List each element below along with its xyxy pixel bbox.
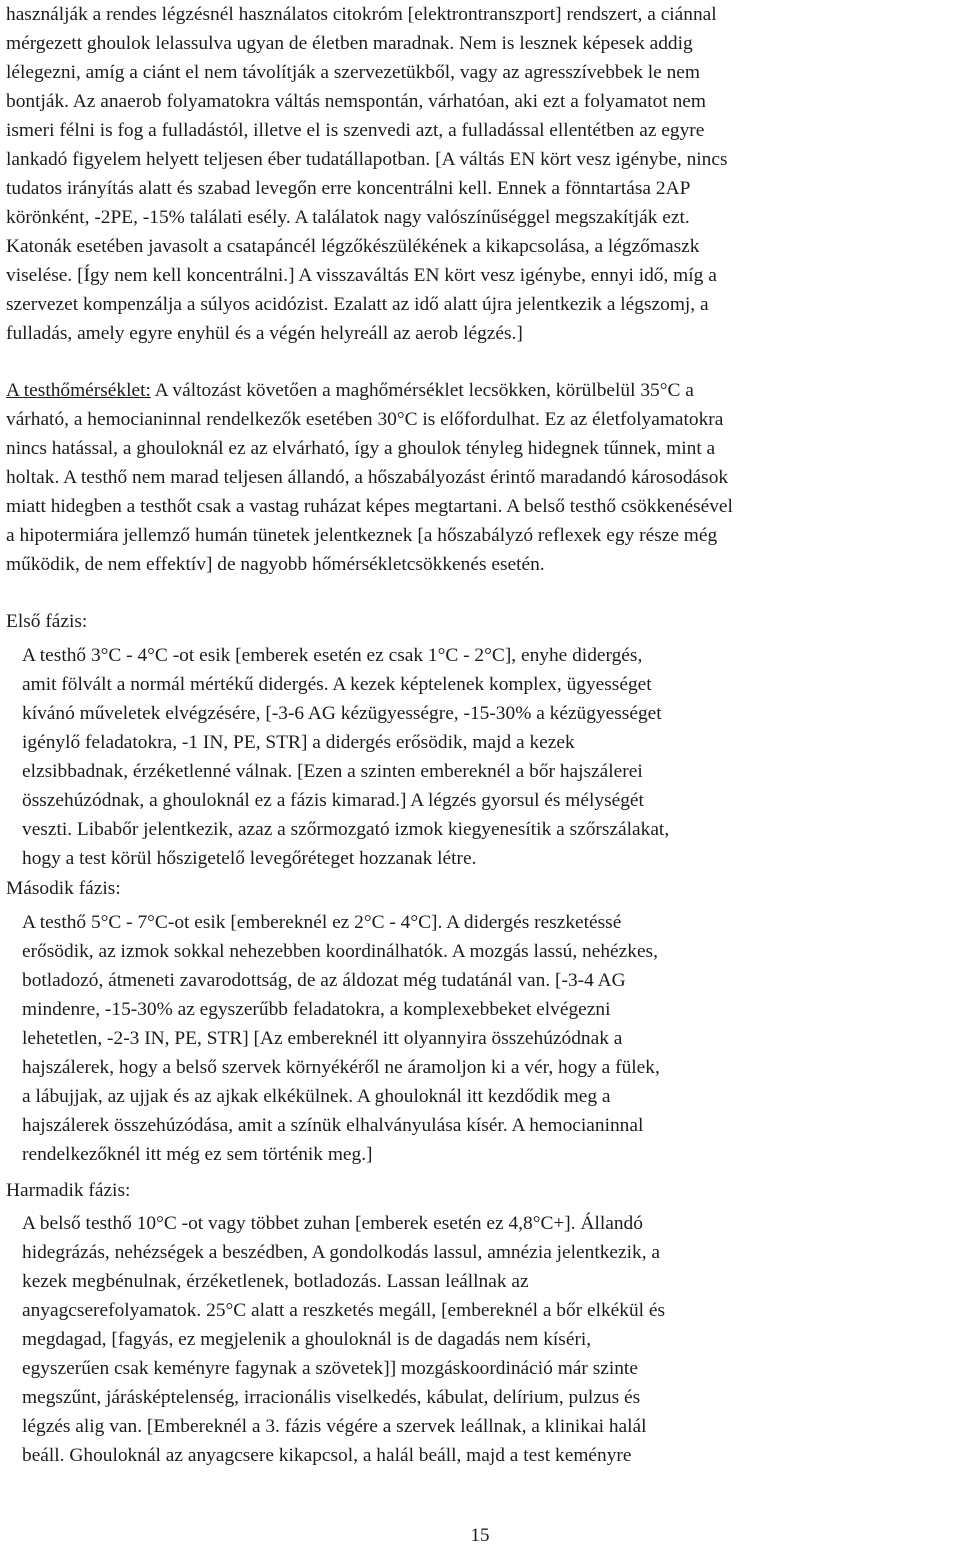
text-line: bontják. Az anaerob folyamatokra váltás nemspontán, várhatóan, aki ezt a folyamatot nem	[6, 91, 706, 112]
text-line: hogy a test körül hőszigetelő levegőréteget hozzanak létre.	[22, 848, 477, 869]
text-line: lélegezni, amíg a ciánt el nem távolítják a szervezetükből, vagy az agresszívebbek le nem	[6, 62, 700, 83]
phase-1-section	[6, 607, 950, 636]
text-line: hidegrázás, nehézségek a beszédben, A gondolkodás lassul, amnézia jelentkezik, a	[22, 1242, 661, 1263]
text-line: használják a rendes légzésnél használatos citokróm [elektrontranszport] rendszert, a ciánnal	[6, 4, 717, 25]
text-line: tudatos irányítás alatt és szabad levegőn erre koncentrálni kell. Ennek a fönntartása 2AP	[6, 178, 691, 199]
text-line: hajszálerek összehúzódása, amit a színük elhalványulása kísér. A hemocianinnal	[22, 1115, 644, 1136]
text-line: összehúzódnak, a ghouloknál ez a fázis kimarad.] A légzés gyorsul és mélységét	[22, 790, 644, 811]
text-line: légzés alig van. [Embereknél a 3. fázis végére a szervek leállnak, a klinikai halál	[22, 1416, 647, 1437]
text-line: a hipotermiára jellemző humán tünetek jelentkeznek [a hőszabályzó reflexek egy része még	[6, 525, 718, 546]
text-line: anyagcserefolyamatok. 25°C alatt a reszketés megáll, [embereknél a bőr elkékül és	[22, 1300, 666, 1321]
text-line: hajszálerek, hogy a belső szervek környékéről ne áramoljon ki a vér, hogy a fülek,	[22, 1057, 660, 1078]
text-line: A belső testhő 10°C -ot vagy többet zuhan [emberek esetén ez 4,8°C+]. Állandó	[22, 1213, 643, 1234]
text-line: várható, a hemocianinnal rendelkezők esetében 30°C is előfordulhat. Ez az életfolyamatokra	[6, 409, 724, 430]
page-number: 15	[470, 1525, 490, 1546]
text-line: körönként, -2PE, -15% találati esély. A találatok nagy valószínűséggel megszakítják ezt.	[6, 207, 690, 228]
text-line: amit fölvált a normál mértékű didergés. A kezek képtelenek komplex, ügyességet	[22, 674, 652, 695]
text-line: megdagad, [fagyás, ez megjelenik a ghouloknál is de dagadás nem kíséri,	[22, 1329, 592, 1350]
text-line: lehetetlen, -2-3 IN, PE, STR] [Az embereknél itt olyannyira összehúzódnak a	[22, 1028, 623, 1049]
text-segment: A változást követően a maghőmérséklet lecsökken, körülbelül 35°C a	[150, 380, 694, 401]
text-line: mérgezett ghoulok lelassulva ugyan de életben maradnak. Nem is lesznek képesek addig	[6, 33, 693, 54]
text-line: szervezet kompenzálja a súlyos acidózist. Ezalatt az idő alatt újra jelentkezik a légszomj, a	[6, 294, 709, 315]
text-line: ismeri félni is fog a fulladástól, illetve el is szenvedi azt, a fulladással ellentétben az egyre	[6, 120, 705, 141]
text-line	[6, 376, 950, 405]
paragraph-body-temperature	[6, 376, 950, 579]
text-line: miatt hidegben a testhőt csak a vastag ruházat képes megtartani. A belső testhő csökkenésével	[6, 496, 733, 517]
text-line: kívánó műveletek elvégzésére, [-3-6 AG kézügyességre, -15-30% a kézügyességet	[22, 703, 662, 724]
text-line: erősödik, az izmok sokkal nehezebben koordinálhatók. A mozgás lassú, nehézkes,	[22, 941, 658, 962]
section-heading: A testhőmérséklet:	[6, 380, 151, 401]
text-line: A testhő 3°C - 4°C -ot esik [emberek esetén ez csak 1°C - 2°C], enyhe didergés,	[22, 645, 643, 666]
phase-title: Első fázis:	[6, 611, 88, 632]
text-line: holtak. A testhő nem marad teljesen állandó, a hőszabályozást érintő maradandó károsodások	[6, 467, 729, 488]
text-line: fulladás, amely egyre enyhül és a végén helyreáll az aerob légzés.]	[6, 323, 523, 344]
text-line: kezek megbénulnak, érzéketlenek, botladozás. Lassan leállnak az	[22, 1271, 529, 1292]
text-line: egyszerűen csak keményre fagynak a szövetek]] mozgáskoordináció már szinte	[22, 1358, 638, 1379]
phase-2-section	[6, 874, 950, 903]
paragraph-respiration	[6, 0, 950, 348]
phase-title: Harmadik fázis:	[6, 1180, 131, 1201]
text-line: Katonák esetében javasolt a csatapáncél légzőkészülékének a kikapcsolása, a légzőmaszk	[6, 236, 700, 257]
text-line: veszti. Libabőr jelentkezik, azaz a szőrmozgató izmok kiegyenesítik a szőrszálakat,	[22, 819, 670, 840]
text-line: botladozó, átmeneti zavarodottság, de az áldozat még tudatánál van. [-3-4 AG	[22, 970, 626, 991]
text-line: lankadó figyelem helyett teljesen éber tudatállapotban. [A váltás EN kört vesz igénybe, nincs	[6, 149, 728, 170]
text-line: nincs hatással, a ghouloknál ez az elvárható, így a ghoulok tényleg hidegnek tűnnek, mint a	[6, 438, 716, 459]
text-line: a lábujjak, az ujjak és az ajkak elkékülnek. A ghouloknál itt kezdődik meg a	[22, 1086, 611, 1107]
text-line: megszűnt, járásképtelenség, irracionális viselkedés, kábulat, delírium, pulzus és	[22, 1387, 641, 1408]
text-line: mindenre, -15-30% az egyszerűbb feladatokra, a komplexebbeket elvégezni	[22, 999, 611, 1020]
text-line: elzsibbadnak, érzéketlenné válnak. [Ezen a szinten embereknél a bőr hajszálerei	[22, 761, 643, 782]
phase-3-section	[6, 1176, 950, 1205]
text-line: A testhő 5°C - 7°C-ot esik [embereknél ez 2°C - 4°C]. A didergés reszketéssé	[22, 912, 622, 933]
text-line: beáll. Ghouloknál az anyagcsere kikapcsol, a halál beáll, majd a test keményre	[22, 1445, 632, 1466]
text-line: viselése. [Így nem kell koncentrálni.] A visszaváltás EN kört vesz igénybe, ennyi idő, míg a	[6, 265, 717, 286]
phase-title: Második fázis:	[6, 878, 121, 899]
text-line: igénylő feladatokra, -1 IN, PE, STR] a didergés erősödik, majd a kezek	[22, 732, 575, 753]
text-line: rendelkezőknél itt még ez sem történik meg.]	[22, 1144, 373, 1165]
text-line: működik, de nem effektív] de nagyobb hőmérsékletcsökkenés esetén.	[6, 554, 545, 575]
